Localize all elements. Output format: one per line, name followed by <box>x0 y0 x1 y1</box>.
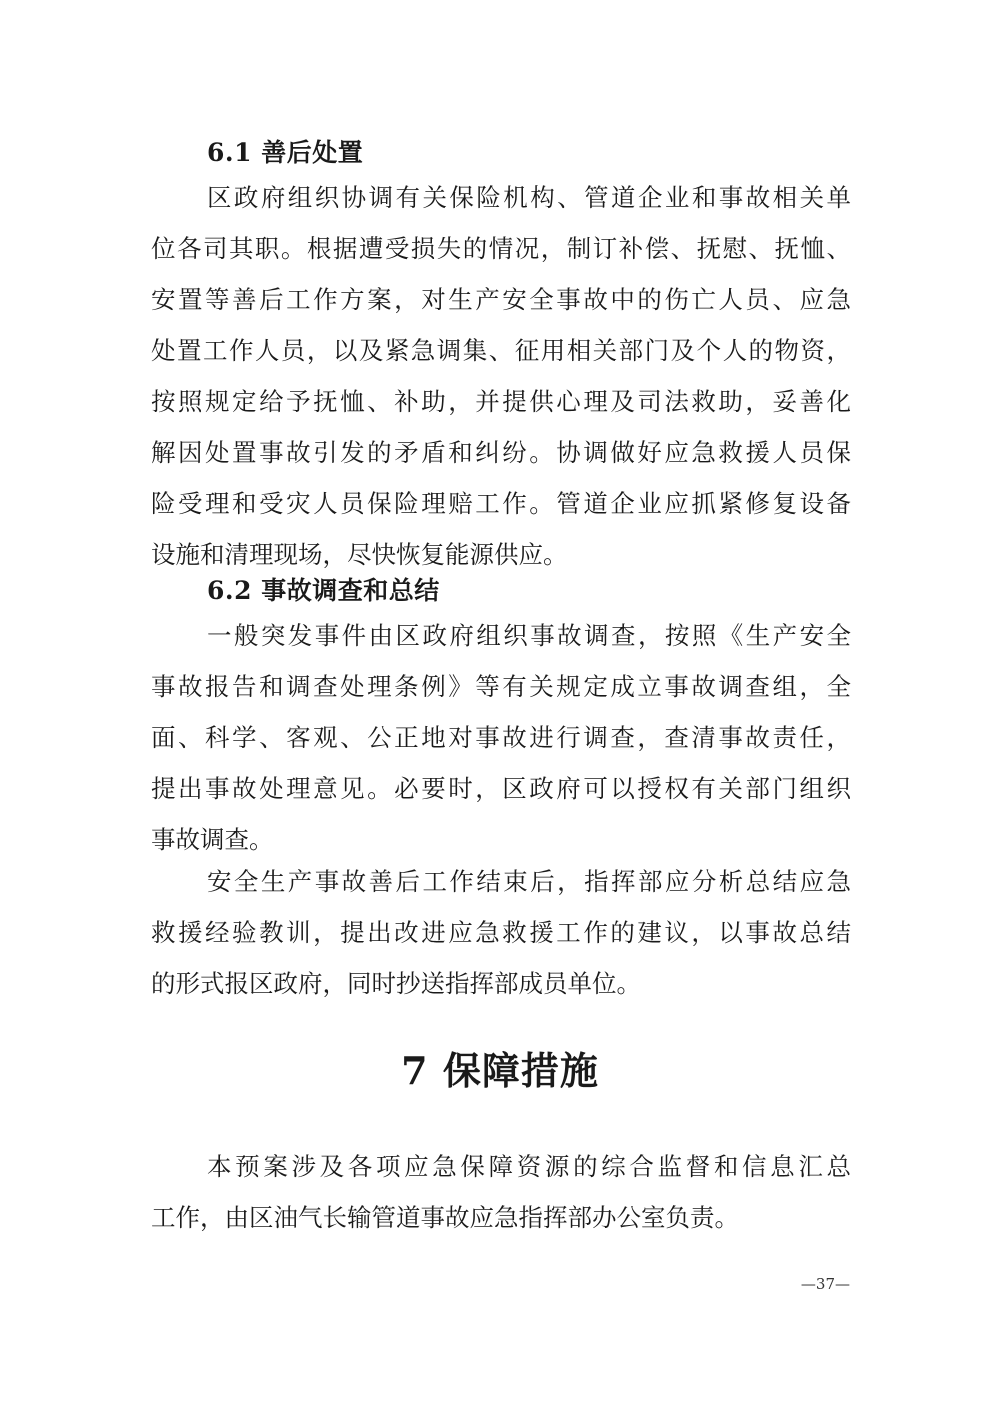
text-line: 位各司其职。根据遭受损失的情况，制订补偿、抚慰、抚恤、 <box>151 234 851 263</box>
text-line: 本预案涉及各项应急保障资源的综合监督和信息汇总 <box>207 1152 851 1181</box>
text-line: 提出事故处理意见。必要时，区政府可以授权有关部门组织 <box>151 774 851 803</box>
text-line: 处置工作人员，以及紧急调集、征用相关部门及个人的物资， <box>151 336 851 365</box>
section-heading-6-1: 6.1 善后处置 <box>207 138 364 167</box>
text-line: 安置等善后工作方案，对生产安全事故中的伤亡人员、应急 <box>151 285 851 314</box>
text-line: 面、科学、客观、公正地对事故进行调查，查清事故责任， <box>151 723 851 752</box>
text-line: 险受理和受灾人员保险理赔工作。管道企业应抓紧修复设备 <box>151 489 851 518</box>
chapter-title: 7 保障措施 <box>401 1048 599 1093</box>
text-line: 事故调查。 <box>151 825 274 854</box>
text-line: 安全生产事故善后工作结束后，指挥部应分析总结应急 <box>207 867 851 896</box>
text-line: 区政府组织协调有关保险机构、管道企业和事故相关单 <box>207 183 851 212</box>
text-line: 工作，由区油气长输管道事故应急指挥部办公室负责。 <box>151 1203 739 1232</box>
text-line: 的形式报区政府，同时抄送指挥部成员单位。 <box>151 969 641 998</box>
section-heading-6-2: 6.2 事故调查和总结 <box>207 576 440 605</box>
page-number: —37— <box>800 1275 850 1293</box>
text-line: 救援经验教训，提出改进应急救援工作的建议，以事故总结 <box>151 918 851 947</box>
text-line: 一般突发事件由区政府组织事故调查，按照《生产安全 <box>207 621 851 650</box>
text-line: 按照规定给予抚恤、补助，并提供心理及司法救助，妥善化 <box>151 387 851 416</box>
text-line: 解因处置事故引发的矛盾和纠纷。协调做好应急救援人员保 <box>151 438 851 467</box>
text-line: 事故报告和调查处理条例》等有关规定成立事故调查组，全 <box>151 672 851 701</box>
text-line: 设施和清理现场，尽快恢复能源供应。 <box>151 540 568 569</box>
